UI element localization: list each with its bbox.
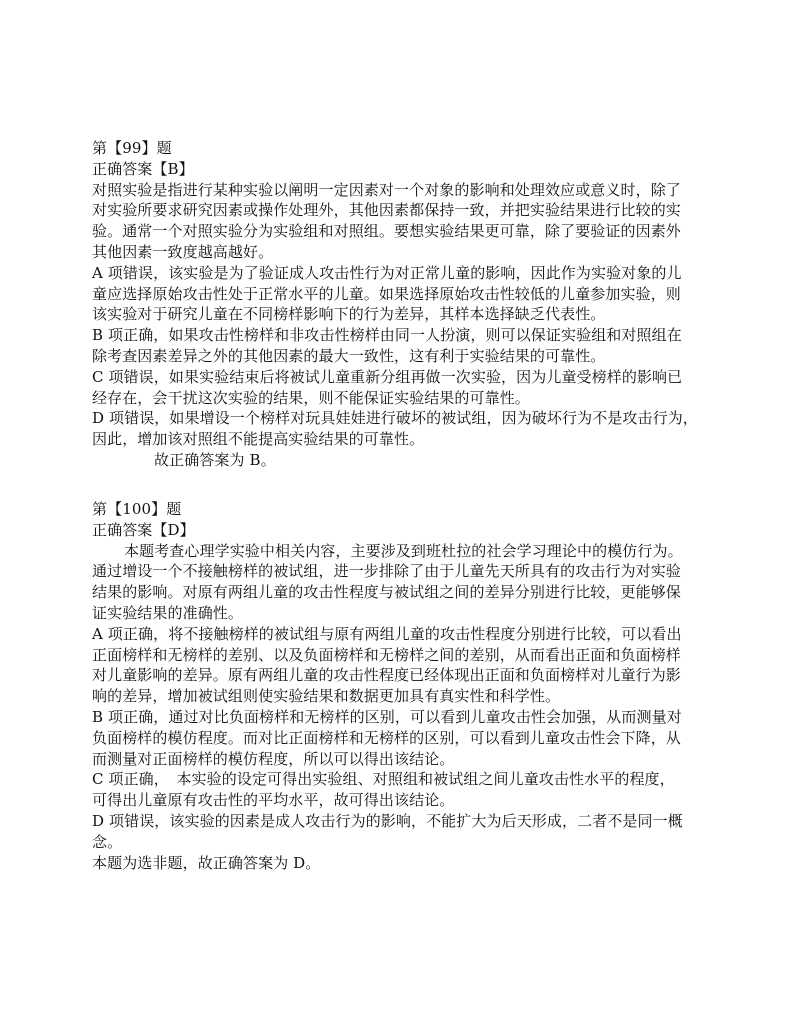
explanation-line: B 项正确，如果攻击性榜样和非攻击性榜样由同一人扮演，则可以保证实验组和对照组在 [92,326,682,345]
explanation-line: 童应选择原始攻击性处于正常水平的儿童。如果选择原始攻击性较低的儿童参加实验，则 [92,284,681,303]
explanation-line: C 项正确， 本实验的设定可得出实验组、对照组和被试组之间儿童攻击性水平的程度， [92,770,675,789]
explanation-line: A 项正确，将不接触榜样的被试组与原有两组儿童的攻击性程度分别进行比较，可以看出 [92,624,682,643]
explanation-line: D 项错误，如果增设一个榜样对玩具娃娃进行破坏的被试组，因为破坏行为不是攻击行为， [92,409,698,428]
correct-answer: 正确答案【B】 [92,159,194,178]
explanation-line: 证实验结果的准确性。 [92,603,244,622]
final-answer-line: 本题为选非题，故正确答案为 D。 [92,853,321,872]
explanation-line: B 项正确，通过对比负面榜样和无榜样的区别，可以看到儿童攻击性会加强，从而测量对 [92,707,682,726]
explanation-line: 本题考查心理学实验中相关内容，主要涉及到班杜拉的社会学习理论中的模仿行为。 [124,541,683,560]
explanation-line: 而测量对正面榜样的模仿程度，所以可以得出该结论。 [92,749,455,768]
explanation-line: A 项错误，该实验是为了验证成人攻击性行为对正常儿童的影响，因此作为实验对象的儿 [92,263,682,282]
explanation-line: 除考查因素差异之外的其他因素的最大一致性，这有利于实验结果的可靠性。 [92,346,606,365]
explanation-line: D 项错误，该实验的因素是成人攻击行为的影响，不能扩大为后天形成，二者不是同一概 [92,811,683,830]
explanation-line: 该实验对于研究儿童在不同榜样影响下的行为差异，其样本选择缺乏代表性。 [92,305,606,324]
explanation-line: 对实验所要求研究因素或操作处理外，其他因素都保持一致，并把实验结果进行比较的实 [92,201,681,220]
explanation-line: 通过增设一个不接触榜样的被试组，进一步排除了由于儿童先天所具有的攻击行为对实验 [92,562,681,581]
question-title: 第【99】题 [92,139,172,157]
explanation-line: 结果的影响。对原有两组儿童的攻击性程度与被试组之间的差异分别进行比较，更能够保 [92,583,681,602]
correct-answer: 正确答案【D】 [92,520,195,539]
explanation-line: 因此，增加该对照组不能提高实验结果的可靠性。 [92,430,425,449]
explanation-line: 对儿童影响的差异。原有两组儿童的攻击性程度已经体现出正面和负面榜样对儿童行为影 [92,666,681,685]
explanation-line: 响的差异，增加被试组则使实验结果和数据更加具有真实性和科学性。 [92,687,561,706]
question-title: 第【100】题 [92,500,182,518]
question-100 [92,499,712,873]
explanation-line: 念。 [92,832,123,851]
explanation-line: 经存在，会干扰这次实验的结果，则不能保证实验结果的可靠性。 [92,388,530,407]
explanation-line: 其他因素一致度越高越好。 [92,242,274,261]
explanation-line: 对照实验是指进行某种实验以阐明一定因素对一个对象的影响和处理效应或意义时，除了 [92,180,681,199]
final-answer-line: 故正确答案为 B。 [154,450,276,469]
question-99 [92,138,712,471]
explanation-line: C 项错误，如果实验结束后将被试儿童重新分组再做一次实验，因为儿童受榜样的影响已 [92,367,683,386]
explanation-line: 可得出儿童原有攻击性的平均水平，故可得出该结论。 [92,791,455,810]
explanation-line: 验。通常一个对照实验分为实验组和对照组。要想实验结果更可靠，除了要验证的因素外 [92,222,681,241]
explanation-line: 负面榜样的模仿程度。而对比正面榜样和无榜样的区别，可以看到儿童攻击性会下降，从 [92,728,681,747]
explanation-line: 正面榜样和无榜样的差别、以及负面榜样和无榜样之间的差别，从而看出正面和负面榜样 [92,645,681,664]
